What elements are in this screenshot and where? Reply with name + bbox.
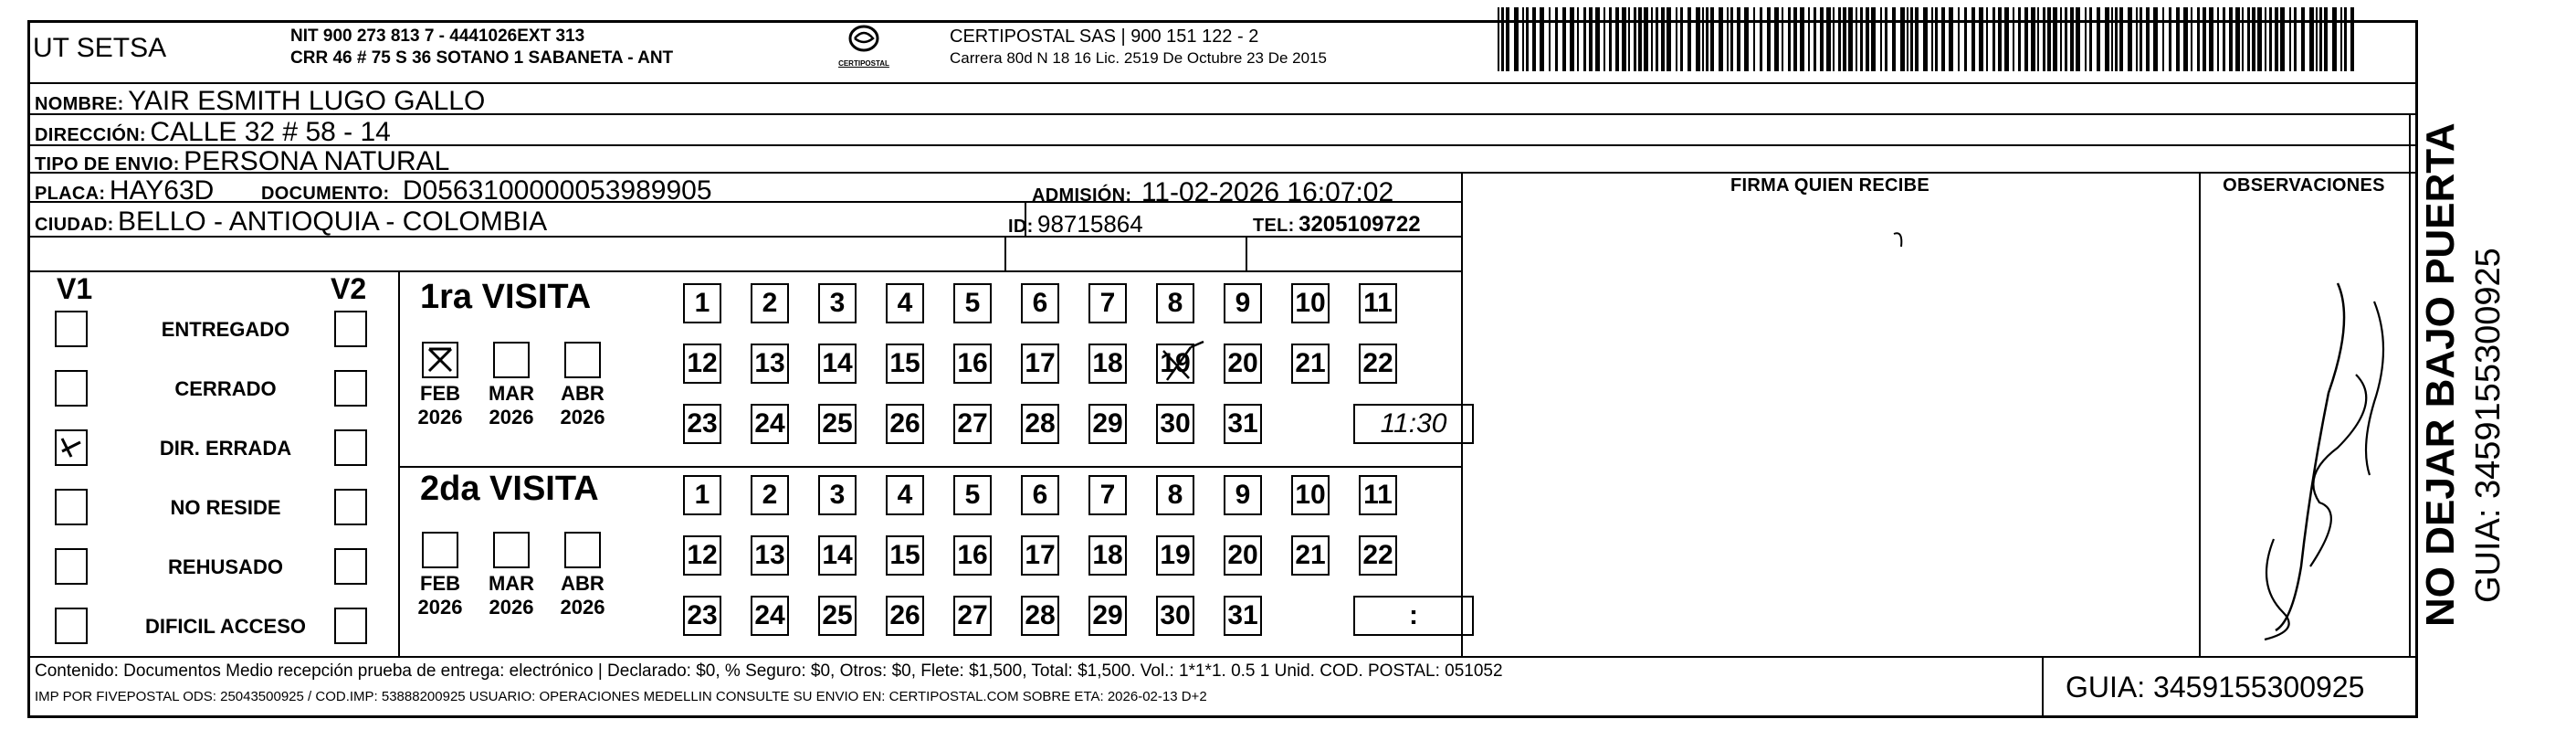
first-visit-day-13[interactable]: 13 <box>751 344 789 384</box>
rule <box>2042 656 2044 718</box>
second-visit-day-1[interactable]: 1 <box>683 475 721 515</box>
first-visit-day-12[interactable]: 12 <box>683 344 721 384</box>
placa-value: HAY63D <box>109 175 215 206</box>
rule <box>27 656 2418 658</box>
footer-guia-number: GUIA: 3459155300925 <box>2066 671 2365 703</box>
second-visit-month-label <box>415 572 466 619</box>
x-mark-icon <box>1154 338 1205 389</box>
month-name: FEB <box>420 382 460 405</box>
v2-checkbox-dificil-acceso[interactable] <box>334 608 367 644</box>
month-name: MAR <box>488 382 535 405</box>
carrier-license-line: Carrera 80d N 18 16 Lic. 2519 De Octubre 23 De 2015 <box>950 49 1327 67</box>
first-visit-month-checkbox-feb[interactable] <box>422 342 458 378</box>
second-visit-day-23[interactable]: 23 <box>683 596 721 636</box>
second-visit-month-label <box>557 572 608 619</box>
second-visit-day-10[interactable]: 10 <box>1291 475 1330 515</box>
second-visit-day-21[interactable]: 21 <box>1291 535 1330 576</box>
status-option-entregado: ENTREGADO <box>161 318 290 341</box>
second-visit-day-22[interactable]: 22 <box>1359 535 1397 576</box>
second-visit-month-checkbox-feb[interactable] <box>422 532 458 568</box>
first-visit-time-box[interactable]: 11:30 <box>1353 404 1474 444</box>
documento-label: DOCUMENTO: <box>261 184 390 204</box>
month-name: ABR <box>561 382 605 405</box>
second-visit-day-30[interactable]: 30 <box>1156 596 1194 636</box>
first-visit-day-9[interactable]: 9 <box>1224 283 1262 323</box>
rule <box>2409 113 2411 656</box>
month-year: 2026 <box>560 596 605 619</box>
barcode <box>1498 7 2356 71</box>
second-visit-day-27[interactable]: 27 <box>953 596 992 636</box>
first-visit-day-29[interactable]: 29 <box>1088 404 1127 444</box>
rule <box>1246 236 1247 270</box>
id-row <box>1008 210 1143 238</box>
second-visit-day-12[interactable]: 12 <box>683 535 721 576</box>
second-visit-day-9[interactable]: 9 <box>1224 475 1262 515</box>
admision-label: ADMISIÓN: <box>1032 185 1132 206</box>
id-label: ID: <box>1008 217 1034 237</box>
ciudad-value: BELLO - ANTIOQUIA - COLOMBIA <box>118 206 548 237</box>
direccion-row <box>35 117 391 148</box>
v2-checkbox-no-reside[interactable] <box>334 489 367 525</box>
second-visit-month-label <box>486 572 537 619</box>
first-visit-day-14[interactable]: 14 <box>818 344 857 384</box>
second-visit-day-17[interactable]: 17 <box>1021 535 1059 576</box>
first-visit-day-26[interactable]: 26 <box>886 404 924 444</box>
first-visit-day-5[interactable]: 5 <box>953 283 992 323</box>
second-visit-day-4[interactable]: 4 <box>886 475 924 515</box>
first-visit-day-24[interactable]: 24 <box>751 404 789 444</box>
first-visit-day-20[interactable]: 20 <box>1224 344 1262 384</box>
second-visit-day-13[interactable]: 13 <box>751 535 789 576</box>
observations-handwriting <box>2201 265 2409 649</box>
first-visit-day-2[interactable]: 2 <box>751 283 789 323</box>
x-mark-icon <box>424 344 457 376</box>
address-line: CRR 46 # 75 S 36 SOTANO 1 SABANETA - ANT <box>290 48 674 68</box>
v1-checkbox-entregado[interactable] <box>55 311 88 347</box>
second-visit-time-box[interactable]: : <box>1353 596 1474 636</box>
second-visit-title: 2da VISITA <box>420 470 599 508</box>
first-visit-day-6[interactable]: 6 <box>1021 283 1059 323</box>
footer-print-line: IMP POR FIVEPOSTAL ODS: 25043500925 / COD.IMP: 53888200925 USUARIO: OPERACIONES MEDELLIN CONSULTE SU ENVIO EN: CERTIPOSTAL.COM SOBRE ETA: 2026-02-13 D+2 <box>35 689 1207 704</box>
status-option-dificil-acceso: DIFICIL ACCESO <box>144 615 306 638</box>
first-visit-day-16[interactable]: 16 <box>953 344 992 384</box>
direccion-label: DIRECCIÓN: <box>35 125 146 145</box>
status-option-cerrado: CERRADO <box>174 377 277 400</box>
second-visit-day-5[interactable]: 5 <box>953 475 992 515</box>
nombre-row <box>35 86 485 117</box>
month-name: FEB <box>420 572 460 595</box>
v2-header: V2 <box>331 272 367 305</box>
direccion-value: CALLE 32 # 58 - 14 <box>150 117 391 147</box>
v1-checkbox-dir-errada[interactable] <box>55 429 88 466</box>
second-visit-day-25[interactable]: 25 <box>818 596 857 636</box>
rule <box>27 82 2418 84</box>
first-visit-day-27[interactable]: 27 <box>953 404 992 444</box>
nombre-label: NOMBRE: <box>35 94 124 114</box>
v1-header: V1 <box>57 272 93 305</box>
first-visit-month-label <box>415 382 466 429</box>
first-visit-month-label <box>486 382 537 429</box>
rule <box>398 270 400 656</box>
second-visit-day-14[interactable]: 14 <box>818 535 857 576</box>
second-visit-day-15[interactable]: 15 <box>886 535 924 576</box>
month-year: 2026 <box>560 406 605 428</box>
tipo-envio-label: TIPO DE ENVIO: <box>35 154 180 175</box>
first-visit-day-4[interactable]: 4 <box>886 283 924 323</box>
carrier-info <box>950 26 1327 69</box>
first-visit-day-7[interactable]: 7 <box>1088 283 1127 323</box>
status-option-dir-errada: DIR. ERRADA <box>159 437 292 460</box>
v1-checkbox-dificil-acceso[interactable] <box>55 608 88 644</box>
v1-checkbox-no-reside[interactable] <box>55 489 88 525</box>
month-year: 2026 <box>489 596 534 619</box>
first-visit-day-30[interactable]: 30 <box>1156 404 1194 444</box>
first-visit-day-10[interactable]: 10 <box>1291 283 1330 323</box>
v2-checkbox-dir-errada[interactable] <box>334 429 367 466</box>
nombre-value: YAIR ESMITH LUGO GALLO <box>128 86 486 116</box>
second-visit-day-24[interactable]: 24 <box>751 596 789 636</box>
v1-checkbox-cerrado[interactable] <box>55 370 88 407</box>
status-option-no-reside: NO RESIDE <box>170 496 281 519</box>
first-visit-day-23[interactable]: 23 <box>683 404 721 444</box>
month-year: 2026 <box>489 406 534 428</box>
second-visit-day-28[interactable]: 28 <box>1021 596 1059 636</box>
tipo-envio-row <box>35 146 449 177</box>
second-visit-day-8[interactable]: 8 <box>1156 475 1194 515</box>
second-visit-day-11[interactable]: 11 <box>1359 475 1397 515</box>
check-mark-icon <box>57 431 86 464</box>
first-visit-day-22[interactable]: 22 <box>1359 344 1397 384</box>
ciudad-label: CIUDAD: <box>35 215 114 235</box>
first-visit-day-1[interactable]: 1 <box>683 283 721 323</box>
certipostal-logo-icon <box>846 24 882 55</box>
documento-value: D0563100000053989905 <box>402 175 712 206</box>
first-visit-day-28[interactable]: 28 <box>1021 404 1059 444</box>
second-visit-day-16[interactable]: 16 <box>953 535 992 576</box>
month-year: 2026 <box>417 406 463 428</box>
month-year: 2026 <box>417 596 463 619</box>
first-visit-day-25[interactable]: 25 <box>818 404 857 444</box>
company-name: UT SETSA <box>33 33 167 63</box>
company-nit <box>290 26 673 69</box>
second-visit-month-checkbox-mar[interactable] <box>493 532 530 568</box>
first-visit-month-checkbox-mar[interactable] <box>493 342 530 378</box>
first-visit-day-21[interactable]: 21 <box>1291 344 1330 384</box>
v2-checkbox-entregado[interactable] <box>334 311 367 347</box>
carrier-line: CERTIPOSTAL SAS | 900 151 122 - 2 <box>950 26 1259 47</box>
status-option-rehusado: REHUSADO <box>168 555 283 578</box>
v1-checkbox-rehusado[interactable] <box>55 548 88 585</box>
first-visit-day-19[interactable] <box>1156 344 1194 384</box>
second-visit-day-3[interactable]: 3 <box>818 475 857 515</box>
second-visit-month-checkbox-abr[interactable] <box>564 532 601 568</box>
first-visit-day-18[interactable]: 18 <box>1088 344 1127 384</box>
observaciones-header: OBSERVACIONES <box>2223 175 2385 196</box>
first-visit-day-8[interactable]: 8 <box>1156 283 1194 323</box>
second-visit-day-29[interactable]: 29 <box>1088 596 1127 636</box>
first-visit-day-17[interactable]: 17 <box>1021 344 1059 384</box>
rule <box>1004 236 1006 270</box>
first-visit-day-15[interactable]: 15 <box>886 344 924 384</box>
admision-value: 11-02-2026 16:07:02 <box>1141 177 1394 207</box>
id-value: 98715864 <box>1037 210 1143 238</box>
rule <box>27 270 1461 272</box>
tel-value: 3205109722 <box>1299 212 1421 237</box>
month-name: ABR <box>561 572 605 595</box>
day-number: 19 <box>1160 348 1191 378</box>
tipo-envio-value: PERSONA NATURAL <box>184 146 450 176</box>
admision-row <box>1032 177 1393 208</box>
month-name: MAR <box>488 572 535 595</box>
first-visit-day-31[interactable]: 31 <box>1224 404 1262 444</box>
second-visit-day-20[interactable]: 20 <box>1224 535 1262 576</box>
placa-row <box>35 175 214 206</box>
certipostal-logo <box>825 24 902 68</box>
rule <box>398 466 1461 468</box>
footer-content-line: Contenido: Documentos Medio recepción prueba de entrega: electrónico | Declarado: $0, % Seguro: $0, Otros: $0, Flete: $1,500, Total: $1,500. Vol.: 1*1*1. 0.5 1 Unid. COD. POSTAL: 051052 <box>35 661 1503 681</box>
documento-row <box>261 175 712 206</box>
second-visit-day-31[interactable]: 31 <box>1224 596 1262 636</box>
second-visit-day-18[interactable]: 18 <box>1088 535 1127 576</box>
nit-line: NIT 900 273 813 7 - 4441026EXT 313 <box>290 26 585 46</box>
logo-text: CERTIPOSTAL <box>838 59 889 68</box>
v2-checkbox-cerrado[interactable] <box>334 370 367 407</box>
signature-mark <box>1890 227 1918 254</box>
first-visit-day-3[interactable]: 3 <box>818 283 857 323</box>
ciudad-row <box>35 206 547 238</box>
second-visit-day-2[interactable]: 2 <box>751 475 789 515</box>
firma-header: FIRMA QUIEN RECIBE <box>1730 175 1929 196</box>
tel-row <box>1253 212 1421 238</box>
placa-label: PLACA: <box>35 184 106 204</box>
first-visit-day-11[interactable]: 11 <box>1359 283 1397 323</box>
side-guia-number: GUIA: 3459155300925 <box>2469 248 2508 603</box>
no-dejar-bajo-puerta-label: NO DEJAR BAJO PUERTA <box>2418 122 2463 627</box>
second-visit-day-26[interactable]: 26 <box>886 596 924 636</box>
first-visit-month-label <box>557 382 608 429</box>
tel-label: TEL: <box>1253 216 1295 236</box>
second-visit-day-6[interactable]: 6 <box>1021 475 1059 515</box>
second-visit-day-19[interactable]: 19 <box>1156 535 1194 576</box>
second-visit-day-7[interactable]: 7 <box>1088 475 1127 515</box>
first-visit-title: 1ra VISITA <box>420 278 592 316</box>
v2-checkbox-rehusado[interactable] <box>334 548 367 585</box>
first-visit-month-checkbox-abr[interactable] <box>564 342 601 378</box>
